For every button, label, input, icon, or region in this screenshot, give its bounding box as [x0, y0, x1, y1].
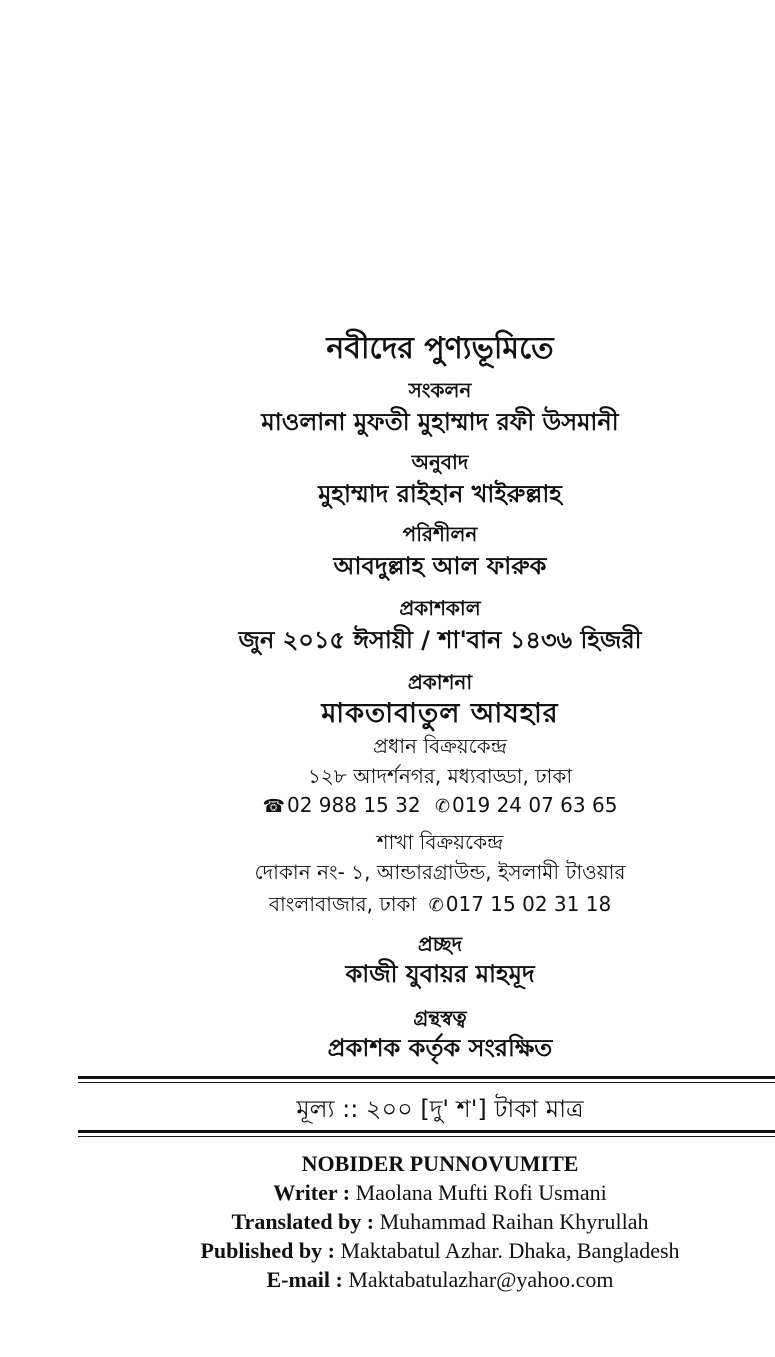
branch-contact [0, 894, 775, 915]
compiler-name: মাওলানা মুফতী মুহাম্মাদ রফী উসমানী [261, 408, 619, 436]
email-line [0, 1269, 775, 1291]
mobile-icon: ✆ [428, 895, 444, 916]
translator-label: Translated by : [231, 1209, 375, 1234]
divider-bottom-thin [78, 1136, 775, 1137]
book-title-bangla: নবীদের পুণ্যভূমিতে [326, 331, 554, 366]
branch-address: দোকান নং- ১, আন্ডারগ্রাউন্ড, ইসলামী টাওয়ার [254, 860, 626, 884]
writer-line [0, 1182, 775, 1204]
cover-label: প্রচ্ছদ [417, 932, 463, 956]
email-address: Maktabatulazhar@yahoo.com [348, 1267, 614, 1292]
branch-outlet-label: শাখা বিক্রয়কেন্দ্র [376, 830, 504, 854]
main-outlet-label: প্রধান বিক্রয়কেন্দ্র [373, 734, 507, 758]
publication-date: জুন ২০১৫ ঈসায়ী / শা'বান ১৪৩৬ হিজরী [238, 626, 642, 654]
main-outlet-address: ১২৮ আদর্শনগর, মধ্যবাড্ডা, ঢাকা [307, 764, 573, 788]
main-phone: 02 988 15 32 [286, 793, 421, 817]
main-contact [0, 795, 775, 816]
price: মূল্য :: ২০০ [দু' শ'] টাকা মাত্র [296, 1095, 584, 1123]
copyright-label: গ্রন্থস্বত্ব [413, 1006, 467, 1030]
publisher-line [0, 1240, 775, 1262]
divider-bottom-thick [78, 1130, 775, 1133]
email-label: E-mail : [266, 1267, 343, 1292]
mobile-icon: ✆ [434, 796, 451, 817]
divider-top-thick [78, 1076, 775, 1079]
writer-name: Maolana Mufti Rofi Usmani [355, 1180, 607, 1205]
translator-name-english: Muhammad Raihan Khyrullah [379, 1209, 649, 1234]
translator-line [0, 1211, 775, 1233]
translation-label: অনুবাদ [411, 450, 469, 474]
publisher-name: Maktabatul Azhar. Dhaka, Bangladesh [340, 1238, 680, 1263]
compilation-label: সংকলন [408, 378, 472, 402]
publisher-logo: মাকতাবাতুল আযহার [321, 698, 559, 729]
editor-name: আবদুল্লাহ আল ফারুক [333, 552, 547, 580]
branch-city: বাংলাবাজার, ঢাকা [268, 892, 417, 916]
book-title-english: NOBIDER PUNNOVUMITE [301, 1151, 579, 1176]
phone-icon: ☎ [262, 796, 285, 817]
publisher-label: প্রকাশনা [407, 670, 473, 694]
editing-label: পরিশীলন [402, 522, 478, 546]
translator-name: মুহাম্মাদ রাইহান খাইরুল্লাহ [318, 480, 562, 508]
copyright-holder: প্রকাশক কর্তৃক সংরক্ষিত [327, 1034, 553, 1062]
publication-date-label: প্রকাশকাল [399, 596, 481, 620]
branch-mobile: 017 15 02 31 18 [445, 892, 612, 916]
main-mobile: 019 24 07 63 65 [452, 793, 618, 817]
writer-label: Writer : [273, 1180, 351, 1205]
cover-artist: কাজী যুবায়র মাহমূদ [345, 960, 535, 988]
divider-top-thin [78, 1082, 775, 1083]
publisher-label-english: Published by : [200, 1238, 335, 1263]
